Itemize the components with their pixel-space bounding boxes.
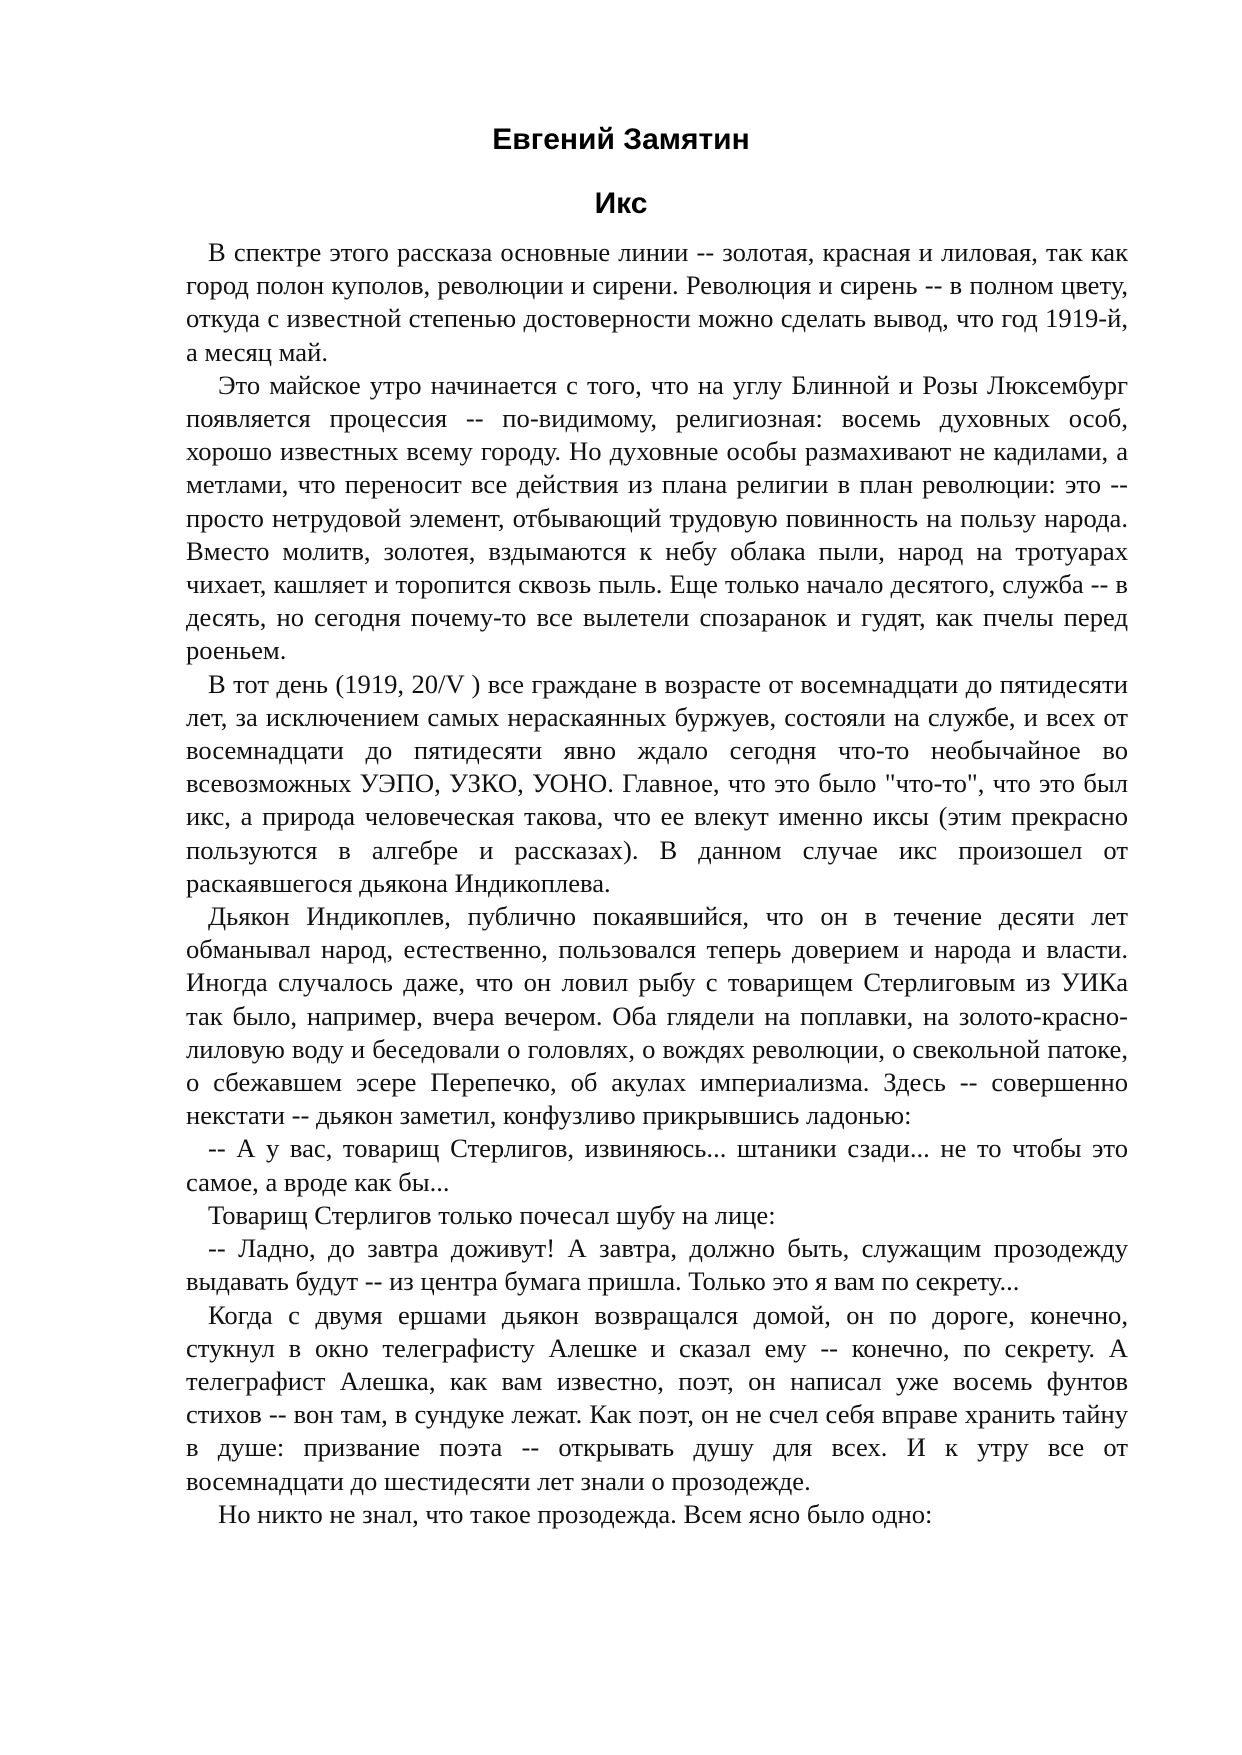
paragraph: Это майское утро начинается с того, что на углу Блинной и Розы Люксембург появляется процессия -- по-видимому, религиозная: восемь духовных особ, хорошо известных всему городу. Но духовные особы размахивают не кадилами, а метлами, что переносит все действия из плана религии в план революции: это -- просто нетрудовой элемент, отбывающий трудовую повинность на пользу народа. Вместо молитв, золотея, вздымаются к небу облака пыли, народ на тротуарах чихает, кашляет и торопится сквозь пыль. Еще только начало десятого, служба -- в десять, но сегодня почему-то все вылетели спозаранок и гудят, как пчелы перед роеньем.	[186, 369, 1128, 666]
paragraph: Когда с двумя ершами дьякон возвращался домой, он по дороге, конечно, стукнул в окно телеграфисту Алешке и сказал ему -- конечно, по секрету. А телеграфист Алешка, как вам известно, поэт, он написал уже восемь фунтов стихов -- вон там, в сундуке лежат. Как поэт, он не счел себя вправе хранить тайну в душе: призвание поэта -- открывать душу для всех. И к утру все от восемнадцати до шестидесяти лет знали о прозодежде.	[186, 1299, 1128, 1496]
author-name: Евгений Замятин	[492, 123, 750, 156]
paragraph: -- А у вас, товарищ Стерлигов, извиняюсь... штаники сзади... не то чтобы это самое, а вроде как бы...	[186, 1133, 1128, 1197]
paragraph: Дьякон Индикоплев, публично покаявшийся, что он в течение десяти лет обманывал народ, естественно, пользовался теперь доверием и народа и власти. Иногда случалось даже, что он ловил рыбу с товарищем Стерлиговым из УИКа так было, например, вчера вечером. Оба глядели на поплавки, на золото-красно-лиловую воду и беседовали о головлях, о вождях революции, о свекольной патоке, о сбежавшем эсере Перепечко, об акулах империализма. Здесь -- совершенно некстати -- дьякон заметил, конфузливо прикрывшись ладонью:	[186, 901, 1128, 1131]
paragraph: В спектре этого рассказа основные линии -- золотая, красная и лиловая, так как город полон куполов, революции и сирени. Революция и сирень -- в полном цвету, откуда с известной степенью достоверности можно сделать вывод, что год 1919-й, а месяц май.	[186, 237, 1128, 367]
paragraph: В тот день (1919, 20/V ) все граждане в возрасте от восемнадцати до пятидесяти лет, за исключением самых нераскаянных буржуев, состояли на службе, и всех от восемнадцати до пятидесяти явно ждало сегодня что-то необычайное во всевозможных УЭПО, УЗКО, УОНО. Главное, что это было "что-то", что это был икс, а природа человеческая такова, что ее влекут именно иксы (этим прекрасно пользуются в алгебре и рассказах). В данном случае икс произошел от раскаявшегося дьякона Индикоплева.	[186, 668, 1128, 898]
story-body	[186, 236, 1128, 1531]
paragraph: Товарищ Стерлигов только почесал шубу на лице:	[208, 1199, 776, 1230]
paragraph: -- Ладно, до завтра доживут! А завтра, должно быть, служащим прозодежду выдавать будут -- из центра бумага пришла. Только это я вам по секрету...	[186, 1233, 1128, 1297]
story-title: Икс	[594, 187, 648, 220]
paragraph: Но никто не знал, что такое прозодежда. Всем ясно было одно:	[218, 1498, 933, 1529]
